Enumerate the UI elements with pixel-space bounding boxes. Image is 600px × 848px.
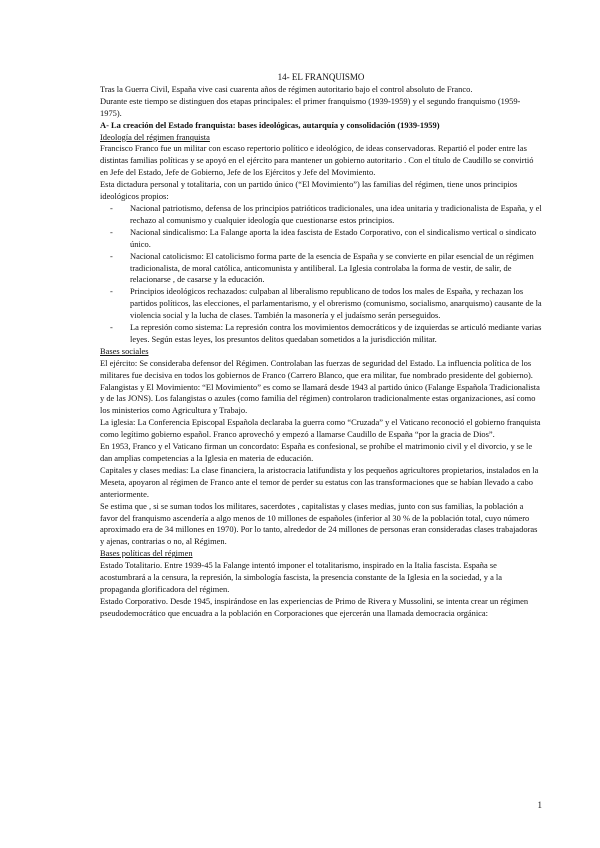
list-item [100,203,542,227]
list-item [100,251,542,287]
bases-politicas-heading: Bases políticas del régimen [100,548,193,559]
dash-bullet: - [110,250,113,261]
ideologia-principles-list [100,203,542,346]
ideologia-paragraph: Esta dictadura personal y totalitaria, con un partido único (“El Movimiento”) las familias del régimen, tiene unos principios ideológicos propios: [100,179,518,202]
document-body [100,72,542,620]
list-item [100,227,542,251]
list-item-text: Nacional sindicalismo: La Falange aporta la idea fascista de Estado Corporativo, con el sindicalismo vertical o sindicato único. [130,226,537,249]
bases-sociales-paragraph: La iglesia: La Conferencia Episcopal Española declaraba la guerra como “Cruzada” y el Vaticano reconoció el gobierno franquista como legítimo gobierno español. Franco aprovechó y empezó a llamarse Caudillo de España “por la gracia de Dios”. [100,417,541,440]
list-item-text: Nacional patriotismo, defensa de los principios patrióticos tradicionales, una idea unitaria y tradicionalista de España, y el rechazo al comunismo y cualquier ideología que cuestionarse estos principios. [130,202,542,225]
bases-sociales-paragraph: El ejército: Se consideraba defensor del Régimen. Controlaban las fuerzas de seguridad del Estado. La influencia política de los militares fue decisiva en todos los gobiernos de Franco (Carrero Blanco, que era militar, fue nombrado presidente del gobierno). [100,357,533,380]
ideologia-heading: Ideología del régimen franquista [100,131,210,142]
page-number: 1 [537,800,542,810]
list-item [100,322,542,346]
list-item-text: Principios ideológicos rechazados: culpaban al liberalismo republicano de todos los males de España, y rechazan los partidos políticos, las elecciones, el parlamentarismo, y el obrerismo (comunismo, socialismo, anarquismo) causante de la violencia social y la lucha de clases. También la masonería y el judaísmo serán perseguidos. [130,286,542,321]
list-item-text: La represión como sistema: La represión contra los movimientos democráticos y de izquierdas se articuló mediante varias leyes. Según estas leyes, los presuntos delitos quedaban sometidos a la jurisdicción militar. [130,322,542,344]
bases-politicas-paragraph: Estado Totalitario. Entre 1939-45 la Falange intentó imponer el totalitarismo, inspirado en la Italia fascista. España se acostumbrará a la censura, la represión, la simbología fascista, la presencia constante de la Iglesia en la sociedad, y a la propaganda glorificadora del régimen. [100,560,503,594]
dash-bullet: - [110,202,113,213]
section-a-heading: A- La creación del Estado franquista: bases ideológicas, autarquía y consolidación (1939-1959) [100,119,440,130]
list-item-text: Nacional catolicismo: El catolicismo forma parte de la esencia de España y se convierte en pilar esencial de un régimen tradicionalista, de moral católica, anticomunista y antiliberal. La Iglesia controlaba la forma de vestir, de salir, de relacionarse , de casarse y la educación. [130,250,534,285]
dash-bullet: - [110,286,113,297]
ideologia-paragraph: Francisco Franco fue un militar con escaso repertorio político e ideológico, de ideas conservadoras. Repartió el poder entre las distintas familias políticas y se apoyó en el ejército para mantener un gobierno autoritario . Con el título de Caudillo se convirtió en Jefe del Estado, Jefe de Gobierno, Jefe de los Ejércitos y Jefe del Movimiento. [100,143,534,178]
bases-sociales-paragraph: Capitales y clases medias: La clase financiera, la aristocracia latifundista y los pequeños agricultores propietarios, instalados en la Meseta, apoyaron al régimen de Franco ante el temor de perder su estatus con las transformaciones que se habían llevado a cabo anteriormente. [100,464,539,499]
dash-bullet: - [110,322,113,333]
dash-bullet: - [110,226,113,237]
bases-politicas-paragraph: Estado Corporativo. Desde 1945, inspirándose en las experiencias de Primo de Rivera y Mussolini, se intenta crear un régimen pseudodemocrático que encuadra a la población en Corporaciones que ejercerán una llamada democracia orgánica: [100,595,529,618]
intro-paragraph: Durante este tiempo se distinguen dos etapas principales: el primer franquismo (1939-1959) y el segundo franquismo (1959-1975). [100,95,521,118]
bases-sociales-paragraph: Falangistas y El Movimiento: “El Movimiento” es como se llamará desde 1943 al partido único (Falange Española Tradicionalista y de las JONS). Los falangistas o azules (como familia del régimen) controlaron tradicionalmente estas organizaciones, así como los ministerios como Agricultura y Trabajo. [100,381,540,416]
bases-sociales-paragraph: En 1953, Franco y el Vaticano firman un concordato: España es confesional, se prohíbe el matrimonio civil y el divorcio, y se le dan amplias competencias a la Iglesia en materia de educación. [100,441,533,463]
bases-sociales-heading: Bases sociales [100,345,149,356]
document-title: 14- EL FRANQUISMO [277,72,365,82]
bases-sociales-paragraph: Se estima que , si se suman todos los militares, sacerdotes , capitalistas y clases medias, junto con sus familias, la población a favor del franquismo ascendería a algo menos de 10 millones de españoles (inferior al 30 % de la población total, cuyo número aproximado era de 34 millones en 1970). Por lo tanto, alrededor de 24 millones de personas eran consideradas clases trabajadoras y ajenas, contrarias o no, al Régimen. [100,500,538,547]
list-item [100,286,542,322]
intro-paragraph: Tras la Guerra Civil, España vive casi cuarenta años de régimen autoritario bajo el control absoluto de Franco. [100,83,473,94]
